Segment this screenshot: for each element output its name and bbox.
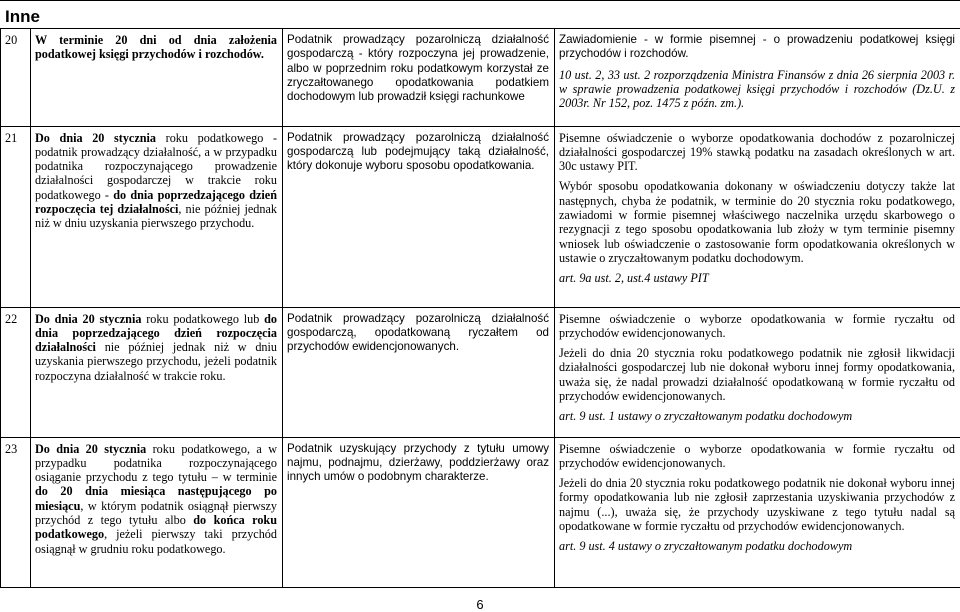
subject-cell: Podatnik prowadzący pozarolniczą działalność gospodarczą - który rozpoczyna jej prowadzenie, albo w poprzednim roku podatkowym korzystał ze zryczałtowanego opodatkowania podatkiem dochodowym lub prowadził księgi rachunkowe: [283, 29, 555, 126]
content-note: Wybór sposobu opodatkowania dokonany w oświadczeniu dotyczy także lat następnych, chyba że podatnik, w terminie do 20 stycznia roku podatkowego, zawiadomi w formie pisemnej właściwego naczelnika urzędu skarbowego o rezygnacji z tego sposobu opodatkowania lub złoży w tym terminie pisemny wniosek lub oświadczenie o zastosowanie form opodatkowania określonych w ustawie o zryczałtowanym podatku dochodowym.: [559, 179, 955, 265]
deadline-text: roku podatkowego - podatnik prowadzący działalność, a w przypadku podatnika rozpoczynającego prowadzenie działalności gospodarczej w trakcie roku podatkowego -: [35, 130, 277, 202]
deadline-text: roku podatkowego, a w przypadku podatnika rozpoczynającego osiąganie przychodu z tego tytułu – w terminie: [35, 441, 278, 485]
section-title: Inne: [0, 0, 960, 29]
deadline-text: do końca roku podatkowego: [35, 512, 277, 542]
content-text: Pisemne oświadczenie o wyborze opodatkowania w formie ryczałtu od przychodów ewidencjonowanych.: [559, 441, 955, 470]
row-number: 22: [1, 307, 31, 437]
content-cell: [555, 307, 960, 437]
deadline-text: Do dnia 20 stycznia: [35, 441, 147, 456]
content-cell: [555, 126, 960, 307]
row-number: 21: [1, 126, 31, 307]
subject-cell: Podatnik prowadzący pozarolniczą działalność gospodarczą, opodatkowaną ryczałtem od przychodów ewidencjonowanych.: [283, 307, 555, 437]
deadline-text: nie później jednak niż w dniu uzyskania pierwszego przychodu, jeżeli podatnik rozpoczyna działalność w trakcie roku.: [35, 340, 277, 383]
deadline-text: , w którym podatnik osiągnął pierwszy przychód z tego tytułu albo: [35, 498, 277, 527]
subject-cell: Podatnik prowadzący pozarolniczą działalność gospodarczą lub podejmujący taką działalność, który dokonuje wyboru sposobu opodatkowania.: [283, 126, 555, 307]
deadline-cell: [31, 437, 283, 587]
deadline-text: do 20 dnia miesiąca następującego po miesiącu: [35, 484, 277, 513]
deadline-text: roku podatkowego lub: [141, 311, 265, 326]
content-text: Pisemne oświadczenie o wyborze opodatkowania w formie ryczałtu od przychodów ewidencjonowanych.: [559, 311, 955, 340]
table-row: [1, 437, 960, 587]
row-number: 20: [1, 29, 31, 126]
page-number: 6: [476, 597, 484, 612]
subject-cell: Podatnik uzyskujący przychody z tytułu umowy najmu, podnajmu, dzierżawy, poddzierżawy oraz innych umów o podobnym charakterze.: [283, 437, 555, 587]
content-note: Jeżeli do dnia 20 stycznia roku podatkowego podatnik nie dokonał wyboru innej formy opodatkowania lub nie zgłosił zaprzestania uzyskiwania przychodów z najmu (...), uważa się, że przychody uzyskiwane z tego tytułu nadal są opodatkowane w formie ryczałtu od przychodów ewidencjonowanych.: [559, 476, 955, 533]
deadline-text: , nie później jednak niż w dniu uzyskania pierwszego przychodu.: [35, 201, 277, 231]
content-cell: [555, 437, 960, 587]
legal-reference: art. 9 ust. 1 ustawy o zryczałtowanym podatku dochodowym: [559, 409, 853, 424]
content-text: Zawiadomienie - w formie pisemnej - o prowadzeniu podatkowej księgi przychodów i rozchodów.: [559, 33, 955, 61]
deadline-text: Do dnia 20 stycznia: [35, 311, 142, 326]
deadline-text: do dnia poprzedzającego dzień rozpoczęcia tej działalności: [35, 187, 277, 216]
deadline-text: Do dnia 20 stycznia: [35, 130, 157, 145]
deadline-cell: [31, 29, 283, 126]
obligations-table: [0, 29, 960, 588]
table-row: [1, 126, 960, 307]
table-row: [1, 307, 960, 437]
content-note: Jeżeli do dnia 20 stycznia roku podatkowego podatnik nie zgłosił likwidacji działalności gospodarczej lub nie dokonał wyboru innej formy opodatkowania, uważa się, że nadal prowadzi działalność opodatkowaną w formie ryczałtu od przychodów ewidencjonowanych.: [559, 346, 955, 403]
content-cell: [555, 29, 960, 126]
row-number: 23: [1, 437, 31, 587]
legal-reference: 10 ust. 2, 33 ust. 2 rozporządzenia Ministra Finansów z dnia 26 sierpnia 2003 r. w sprawie prowadzenia podatkowej księgi przychodów i rozchodów (Dz.U. z 2003r. Nr 152, poz. 1475 z późn. zm.).: [559, 67, 955, 111]
deadline-text: , jeżeli pierwszy taki przychód osiągnął w grudniu roku podatkowego.: [35, 527, 277, 556]
deadline-cell: [31, 126, 283, 307]
deadline-text: W terminie 20 dni od dnia założenia podatkowej księgi przychodów i rozchodów.: [35, 33, 277, 62]
legal-reference: art. 9 ust. 4 ustawy o zryczałtowanym podatku dochodowym: [559, 539, 853, 554]
legal-reference: art. 9a ust. 2, ust.4 ustawy PIT: [559, 271, 709, 286]
deadline-text: do dnia poprzedzającego dzień rozpoczęcia działalności: [35, 311, 278, 355]
deadline-cell: [31, 307, 283, 437]
table-row: [1, 29, 960, 126]
content-text: Pisemne oświadczenie o wyborze opodatkowania dochodów z pozarolniczej działalności gospodarczej 19% stawką podatku na zasadach określonych w art. 30c ustawy PIT.: [559, 130, 955, 174]
